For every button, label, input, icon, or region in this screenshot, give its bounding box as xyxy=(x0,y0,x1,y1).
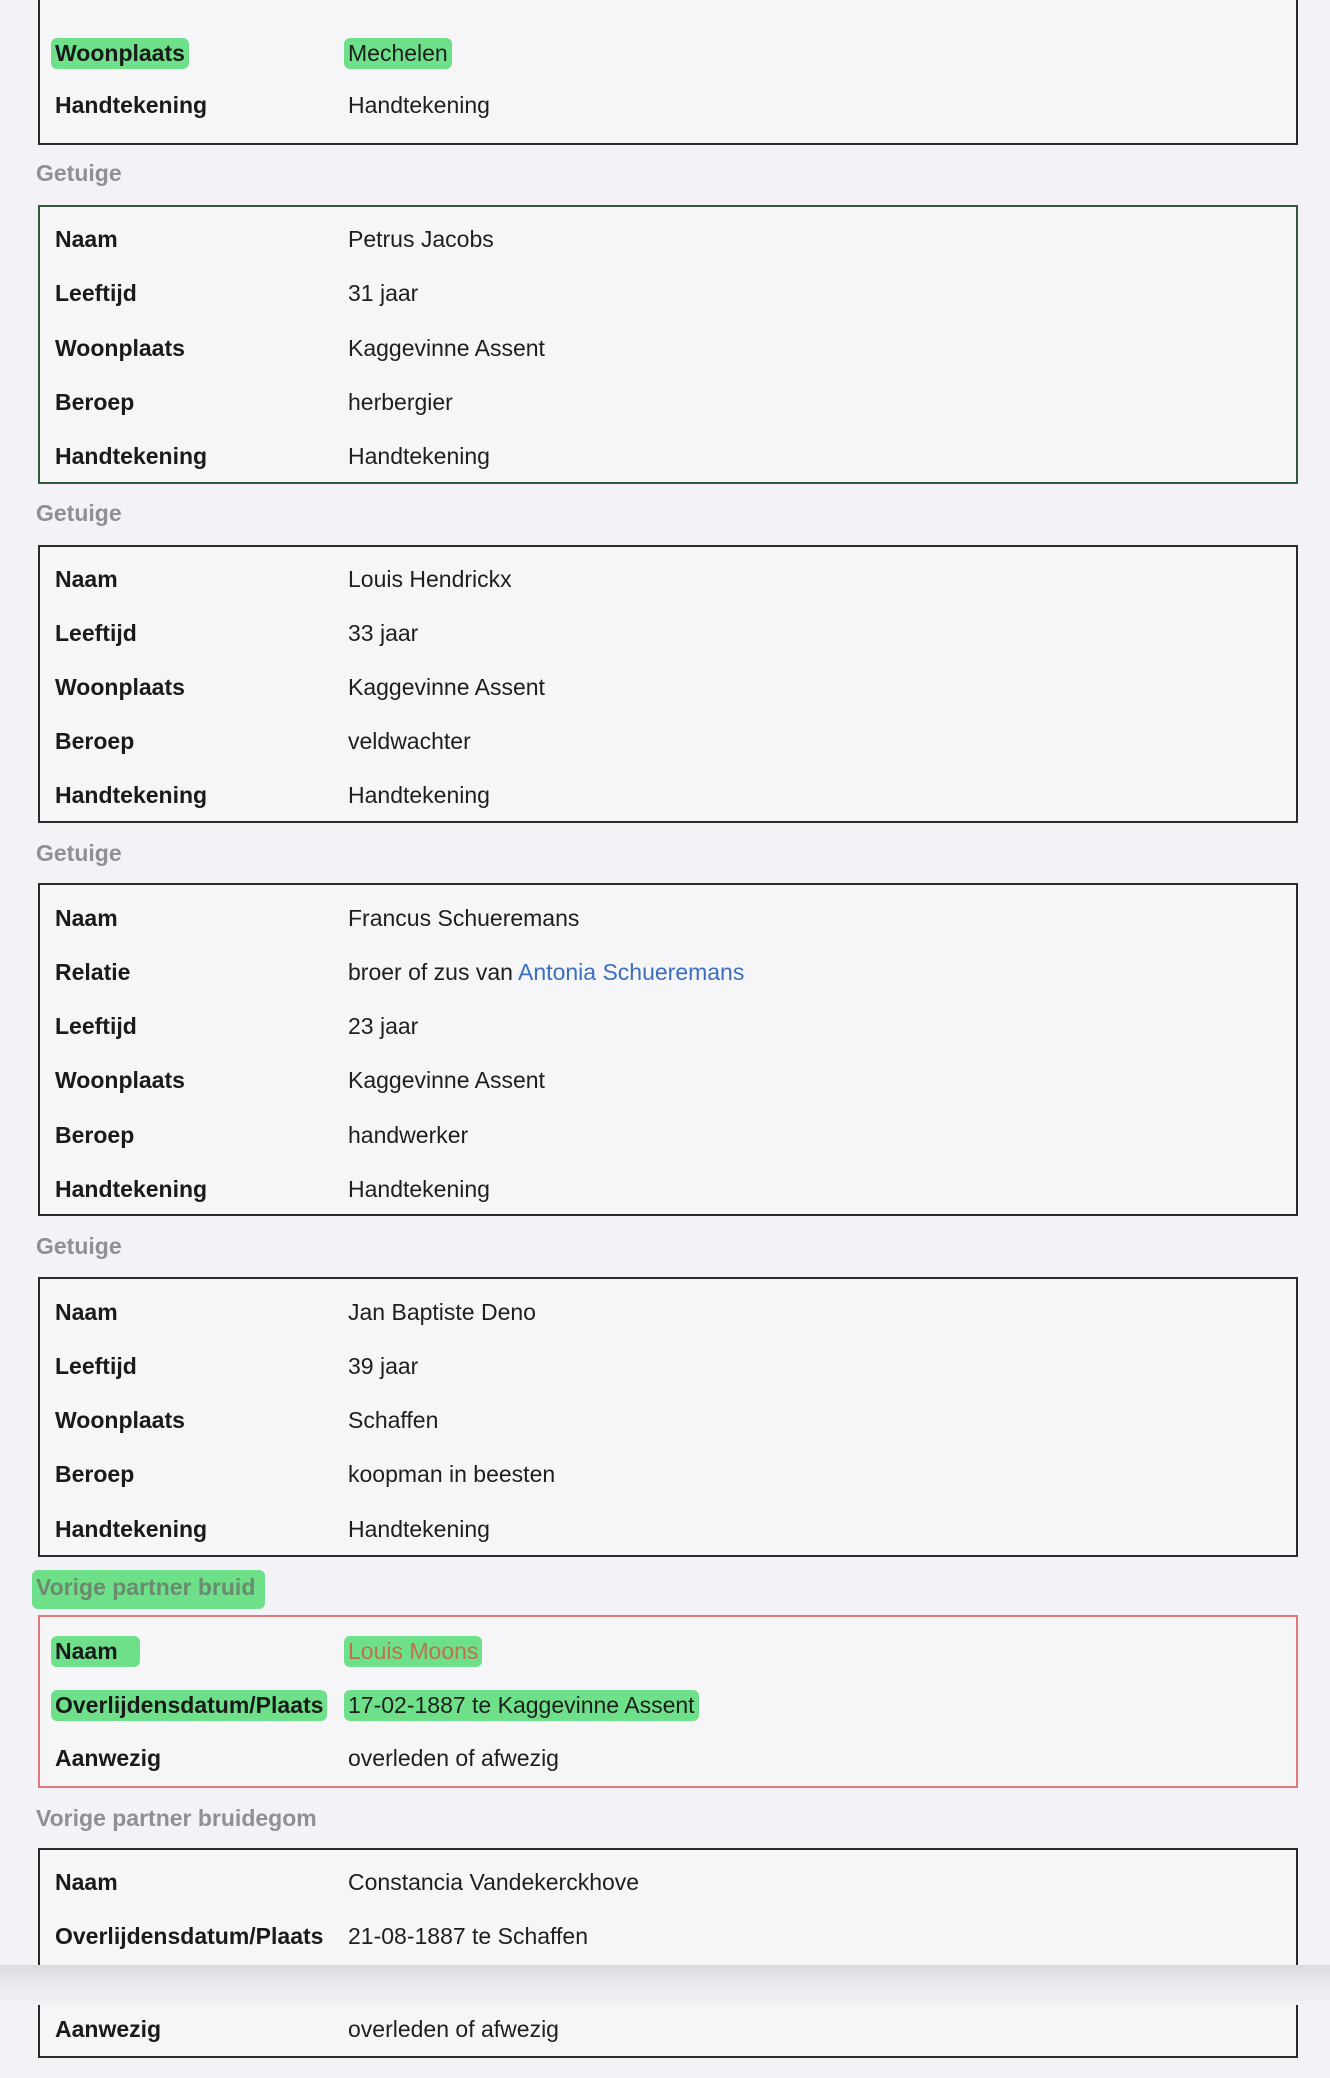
record-row xyxy=(40,2010,1296,2050)
field-value: Louis Hendrickx xyxy=(348,566,512,592)
record-row xyxy=(40,1061,1296,1101)
field-value: 17-02-1887 te Kaggevinne Assent xyxy=(344,1690,699,1721)
field-label: Naam xyxy=(55,1869,118,1895)
record-row xyxy=(40,1455,1296,1495)
witness-block xyxy=(38,1277,1298,1557)
previous-partner-groom-block xyxy=(38,1848,1298,2058)
field-label: Aanwezig xyxy=(55,1745,162,1771)
field-label: Beroep xyxy=(55,728,135,754)
record-row xyxy=(40,274,1296,314)
field-value xyxy=(348,959,744,986)
record-row xyxy=(40,1293,1296,1333)
section-title-getuige: Getuige xyxy=(36,840,122,866)
field-label: Naam xyxy=(55,226,118,252)
record-row xyxy=(40,668,1296,708)
field-value: Handtekening xyxy=(348,1176,490,1202)
record-row xyxy=(40,776,1296,816)
record-row xyxy=(40,1917,1296,1957)
field-label: Beroep xyxy=(55,1122,135,1148)
field-label: Naam xyxy=(55,1299,118,1325)
section-title-getuige: Getuige xyxy=(36,160,122,186)
field-value: Kaggevinne Assent xyxy=(348,1067,545,1093)
field-label: Naam xyxy=(55,905,118,931)
record-row xyxy=(40,614,1296,654)
field-value: Schaffen xyxy=(348,1407,439,1433)
field-value: Handtekening xyxy=(348,443,490,469)
field-value: 31 jaar xyxy=(348,280,419,306)
field-label: Leeftijd xyxy=(55,280,137,306)
field-value: 21-08-1887 te Schaffen xyxy=(348,1923,588,1949)
field-value: overleden of afwezig xyxy=(348,1745,559,1771)
record-row xyxy=(40,1684,1296,1724)
field-label: Beroep xyxy=(55,1461,135,1487)
field-label: Handtekening xyxy=(55,1516,208,1542)
field-value: Kaggevinne Assent xyxy=(348,674,545,700)
record-row xyxy=(40,1170,1296,1210)
record-row xyxy=(40,722,1296,762)
record-row xyxy=(40,953,1296,993)
field-label: Naam xyxy=(51,1636,140,1667)
field-label: Woonplaats xyxy=(55,1407,185,1433)
field-value: koopman in beesten xyxy=(348,1461,556,1487)
witness-block xyxy=(38,205,1298,484)
field-value: Jan Baptiste Deno xyxy=(348,1299,536,1325)
field-value: Handtekening xyxy=(348,92,490,118)
relation-text: broer of zus van xyxy=(348,959,519,985)
record-row xyxy=(40,1739,1296,1779)
field-value: veldwachter xyxy=(348,728,471,754)
witness-block xyxy=(38,545,1298,823)
section-title-vorige-partner-bruid: Vorige partner bruid xyxy=(32,1570,265,1609)
section-title-getuige: Getuige xyxy=(36,1233,122,1259)
field-label: Handtekening xyxy=(55,1176,208,1202)
field-value: Handtekening xyxy=(348,1516,490,1542)
record-row xyxy=(40,220,1296,260)
field-value: Kaggevinne Assent xyxy=(348,335,545,361)
field-label: Woonplaats xyxy=(55,674,185,700)
record-row xyxy=(40,1863,1296,1903)
record-row xyxy=(40,32,1296,72)
field-label: Handtekening xyxy=(55,782,208,808)
record-row xyxy=(40,1116,1296,1156)
record-row xyxy=(40,560,1296,600)
section-title-getuige: Getuige xyxy=(36,500,122,526)
field-label: Leeftijd xyxy=(55,1353,137,1379)
record-row xyxy=(40,437,1296,477)
record-row xyxy=(40,1630,1296,1670)
previous-partner-bride-block xyxy=(38,1615,1298,1788)
scan-fold-band xyxy=(0,1965,1330,2005)
record-row xyxy=(40,1347,1296,1387)
witness-block xyxy=(38,883,1298,1216)
record-row xyxy=(40,383,1296,423)
field-label: Leeftijd xyxy=(55,1013,137,1039)
field-value: overleden of afwezig xyxy=(348,2016,559,2042)
field-label: Beroep xyxy=(55,389,135,415)
field-label: Woonplaats xyxy=(55,335,185,361)
record-row xyxy=(40,329,1296,369)
field-label: Woonplaats xyxy=(55,1067,185,1093)
field-value: Handtekening xyxy=(348,782,490,808)
field-label: Overlijdensdatum/Plaats xyxy=(55,1923,324,1949)
field-value: 23 jaar xyxy=(348,1013,419,1039)
field-value: Petrus Jacobs xyxy=(348,226,494,252)
field-value: Constancia Vandekerckhove xyxy=(348,1869,640,1895)
field-value: handwerker xyxy=(348,1122,469,1148)
field-label: Handtekening xyxy=(55,443,208,469)
field-label: Naam xyxy=(55,566,118,592)
record-row xyxy=(40,1007,1296,1047)
field-value: Mechelen xyxy=(344,38,452,69)
relation-link[interactable]: Antonia Schueremans xyxy=(518,959,745,985)
record-row xyxy=(40,1401,1296,1441)
field-label: Leeftijd xyxy=(55,620,137,646)
field-label: Relatie xyxy=(55,959,131,985)
record-row xyxy=(40,1510,1296,1550)
top-record-block xyxy=(38,0,1298,145)
record-row xyxy=(40,899,1296,939)
field-value: 39 jaar xyxy=(348,1353,419,1379)
field-label: Woonplaats xyxy=(51,38,189,69)
field-label: Aanwezig xyxy=(55,2016,162,2042)
record-row xyxy=(40,86,1296,126)
field-value: 33 jaar xyxy=(348,620,419,646)
field-value: Francus Schueremans xyxy=(348,905,580,931)
section-title-vorige-partner-bruidegom: Vorige partner bruidegom xyxy=(36,1805,317,1831)
field-label: Overlijdensdatum/Plaats xyxy=(51,1690,327,1721)
field-value: herbergier xyxy=(348,389,453,415)
field-label: Handtekening xyxy=(55,92,208,118)
field-value: Louis Moons xyxy=(344,1636,482,1667)
